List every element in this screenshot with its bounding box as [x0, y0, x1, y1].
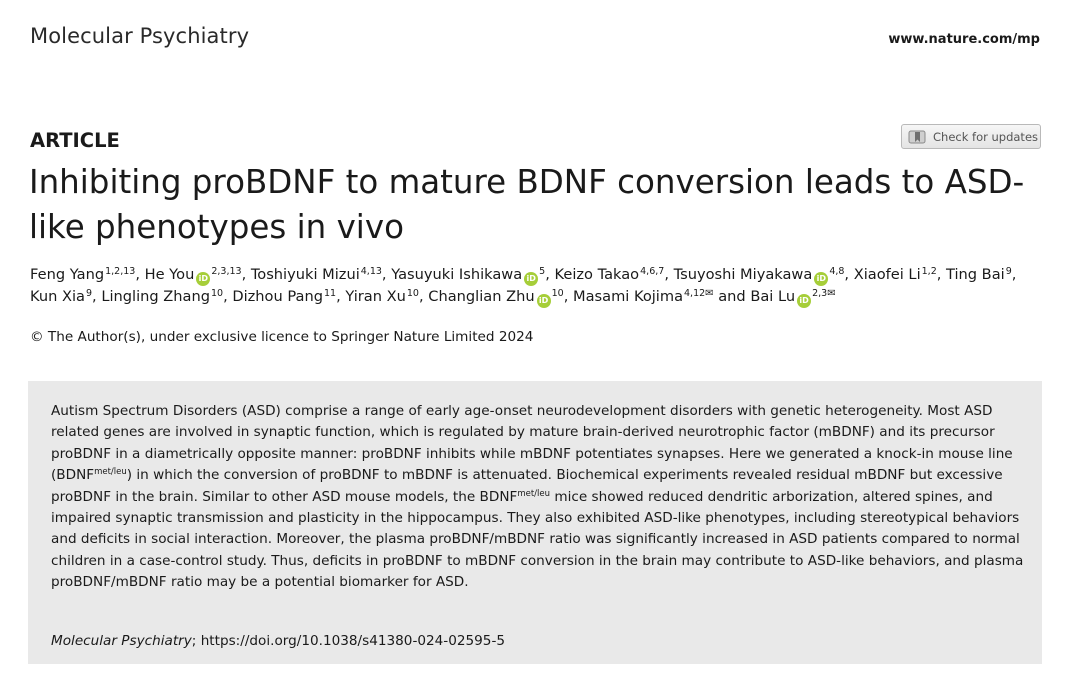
- orcid-icon[interactable]: iD: [196, 272, 210, 286]
- affiliation-superscript: 1,2,13: [105, 266, 136, 277]
- journal-name: Molecular Psychiatry: [30, 24, 250, 48]
- author-name[interactable]: Tsuyoshi Miyakawa: [673, 266, 813, 283]
- abstract-part: Autism Spectrum Disorders (ASD) comprise a range of early age-onset neurodevelopment disorders with genetic heterogeneity. Most ASD related genes are involved in synaptic function, which is regulated by mature brain-derived neurotrophic factor (mBDNF) and its precursor proBDNF in a diametrically opposite manner: proBDNF inhibits while mBDNF potentiates synapses. Here we generated a knock-in mouse line (BDNF: [51, 403, 1013, 484]
- author[interactable]: [674, 266, 845, 283]
- author[interactable]: [428, 288, 563, 305]
- orcid-icon[interactable]: iD: [797, 294, 811, 308]
- doi-link[interactable]: https://doi.org/10.1038/s41380-024-02595-5: [200, 633, 506, 649]
- author-name[interactable]: Lingling Zhang: [101, 288, 210, 305]
- author-name[interactable]: Changlian Zhu: [428, 288, 535, 305]
- orcid-icon[interactable]: iD: [524, 272, 538, 286]
- citation-separator: ;: [191, 633, 201, 649]
- author[interactable]: [30, 288, 92, 305]
- author[interactable]: [750, 288, 835, 305]
- author[interactable]: [251, 266, 382, 283]
- check-for-updates-label: Check for updates: [933, 129, 1039, 144]
- orcid-icon[interactable]: iD: [537, 294, 551, 308]
- affiliation-superscript: 4,8: [829, 266, 845, 277]
- affiliation-superscript: 10: [406, 288, 419, 299]
- author-name[interactable]: Dizhou Pang: [232, 288, 323, 305]
- abstract-text: [51, 401, 1026, 594]
- author[interactable]: [555, 266, 665, 283]
- author-name[interactable]: Yiran Xu: [345, 288, 406, 305]
- abstract-box: [28, 381, 1042, 664]
- author[interactable]: [854, 266, 937, 283]
- author[interactable]: [101, 288, 223, 305]
- affiliation-superscript: 9: [1005, 266, 1012, 277]
- author-name[interactable]: Feng Yang: [30, 266, 105, 283]
- author[interactable]: [391, 266, 545, 283]
- affiliation-superscript: 4,12: [684, 288, 706, 299]
- affiliation-superscript: 9: [85, 288, 93, 299]
- author-name[interactable]: Ting Bai: [946, 266, 1005, 283]
- author-name[interactable]: He You: [144, 266, 195, 283]
- author-name[interactable]: Yasuyuki Ishikawa: [391, 266, 523, 283]
- citation-line: [51, 633, 505, 649]
- affiliation-superscript: 5: [539, 266, 546, 277]
- author[interactable]: [345, 288, 419, 305]
- author-name[interactable]: Toshiyuki Mizui: [250, 266, 360, 283]
- author-name[interactable]: Kun Xia: [30, 288, 85, 305]
- bookmark-check-icon: [908, 129, 926, 145]
- author-list: Feng Yang$^{1,2,13}$, He You iD$^{2,3,13}$, Toshiyuki Mizui$^{4,13}$, Yasuyuki Ishikawa $iD^5$, Keizo Takao$^{4,6,7}$, Tsuyoshi Miyakawa iD$^{4,8}$, Xiaofei Li$^{1,2}$, Ting Bai$^9$, Kun Xia$^9$, Lingling Zhang$^{10}$, Dizhou Pang$^{11}$, Yiran Xu$^{10}$, Changlian Zhu $iD^{10}$, Masami Kojima$^{4,12✉}$ and Bai Lu $iD^{2,3✉}$: [30, 264, 1040, 308]
- license-statement: © The Author(s), under exclusive licence to Springer Nature Limited 2024: [30, 329, 534, 345]
- orcid-icon[interactable]: iD: [814, 272, 828, 286]
- author[interactable]: [232, 288, 336, 305]
- article-title: Inhibiting proBDNF to mature BDNF conversion leads to ASD-like phenotypes in vivo: [29, 163, 1025, 246]
- citation-journal: Molecular Psychiatry: [51, 633, 192, 649]
- author[interactable]: [573, 288, 714, 305]
- author[interactable]: [30, 266, 135, 283]
- genotype-superscript: met/leu: [94, 467, 127, 478]
- genotype-superscript: met/leu: [517, 488, 551, 499]
- affiliation-superscript: 2,3: [812, 288, 828, 299]
- affiliation-superscript: 4,13: [360, 266, 382, 277]
- affiliation-superscript: 10: [210, 288, 224, 299]
- author-name[interactable]: Masami Kojima: [572, 288, 684, 305]
- author[interactable]: [145, 266, 242, 283]
- affiliation-superscript: 1,2: [921, 266, 937, 277]
- email-icon[interactable]: ✉: [705, 288, 714, 299]
- author-conjunction: and: [718, 288, 746, 305]
- author-name[interactable]: Keizo Takao: [554, 266, 640, 283]
- author[interactable]: [946, 266, 1012, 283]
- affiliation-superscript: 10: [551, 288, 564, 299]
- author-name[interactable]: Bai Lu: [750, 288, 796, 305]
- article-type: ARTICLE: [30, 129, 120, 152]
- author-name[interactable]: Xiaofei Li: [853, 266, 921, 283]
- abstract-part: ) in which the conversion of proBDNF to mBDNF is attenuated. Biochemical experiments revealed residual mBDNF but excessive proBDNF in the brain. Similar to other ASD mouse models, the BDNF: [51, 467, 1003, 505]
- check-for-updates-button[interactable]: [901, 124, 1041, 149]
- affiliation-superscript: 11: [323, 288, 337, 299]
- email-icon[interactable]: ✉: [827, 288, 836, 299]
- affiliation-superscript: 2,3,13: [211, 266, 242, 277]
- site-url[interactable]: www.nature.com/mp: [888, 32, 1040, 47]
- affiliation-superscript: 4,6,7: [640, 266, 665, 277]
- abstract-part: mice showed reduced dendritic arborization, altered spines, and impaired synaptic transmission and plasticity in the hippocampus. They also exhibited ASD-like phenotypes, including stereotypical behaviors and deficits in social interaction. Moreover, the plasma proBDNF/mBDNF ratio was significantly increased in ASD patients compared to normal children in a case-control study. Thus, deficits in proBDNF to mBDNF conversion in the brain may contribute to ASD-like behaviors, and plasma proBDNF/mBDNF ratio may be a potential biomarker for ASD.: [51, 488, 1024, 591]
